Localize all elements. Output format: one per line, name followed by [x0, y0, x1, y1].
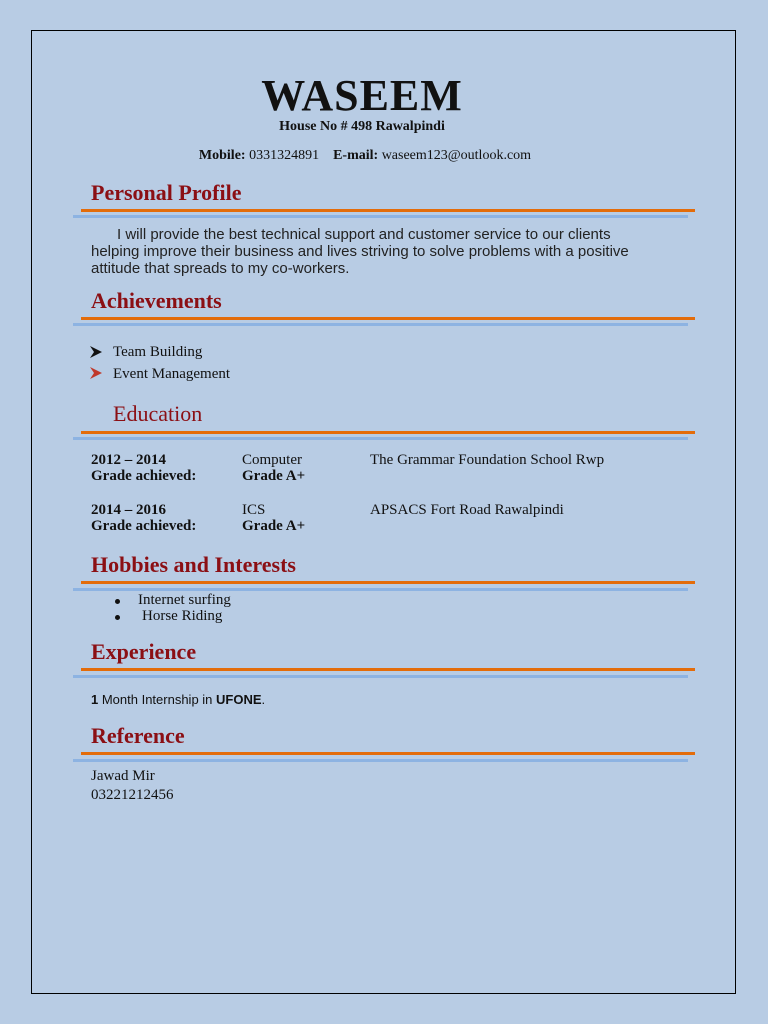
- section-rule: [81, 431, 695, 434]
- bullet-dot-icon: [115, 615, 120, 620]
- section-rule-secondary: [73, 675, 688, 678]
- education-heading: Education: [113, 401, 203, 426]
- profile-heading: Personal Profile: [91, 180, 242, 205]
- reference-heading: Reference: [91, 723, 185, 748]
- experience-text: 1 Month Internship in UFONE.: [91, 692, 266, 707]
- list-item: Horse Riding: [142, 608, 223, 624]
- section-rule-secondary: [73, 588, 688, 591]
- mobile-label: Mobile:: [198, 148, 246, 163]
- experience-heading: Experience: [91, 639, 197, 664]
- email-label: E-mail:: [333, 148, 379, 163]
- section-rule-secondary: [73, 759, 688, 762]
- section-rule: [81, 668, 695, 671]
- section-rule: [81, 317, 695, 320]
- email-address: waseem123@outlook.com: [381, 148, 532, 163]
- arrow-bullet-icon: [89, 345, 103, 359]
- section-rule-secondary: [73, 323, 688, 326]
- profile-text: I will provide the best technical support and customer service to our clients helping improve their business and lives striving to solve problems with a positive attitude that spreads to my co-workers.: [91, 226, 629, 277]
- candidate-name: WASEEM: [261, 71, 463, 120]
- achievements-heading: Achievements: [91, 288, 222, 313]
- list-item: Internet surfing: [138, 592, 231, 608]
- section-rule: [81, 752, 695, 755]
- section-rule-secondary: [73, 215, 688, 218]
- grade-label: Grade achieved:: [91, 518, 197, 534]
- education-subject: ICS: [242, 502, 266, 518]
- grade-label: Grade achieved:: [91, 468, 197, 484]
- section-rule-secondary: [73, 437, 688, 440]
- list-item: Event Management: [113, 366, 231, 382]
- bullet-dot-icon: [115, 599, 120, 604]
- section-rule: [81, 209, 695, 212]
- list-item: Team Building: [113, 344, 203, 360]
- education-institute: APSACS Fort Road Rawalpindi: [370, 502, 564, 518]
- arrow-bullet-icon: [89, 366, 103, 380]
- education-years: 2012 – 2014: [91, 452, 166, 468]
- hobbies-heading: Hobbies and Interests: [91, 552, 296, 577]
- section-rule: [81, 581, 695, 584]
- address: House No # 498 Rawalpindi: [279, 119, 445, 134]
- mobile-number: 0331324891: [249, 148, 320, 163]
- grade-value: Grade A+: [242, 518, 306, 534]
- grade-value: Grade A+: [242, 468, 306, 484]
- reference-phone: 03221212456: [91, 787, 174, 803]
- education-years: 2014 – 2016: [91, 502, 166, 518]
- education-subject: Computer: [242, 452, 302, 468]
- reference-name: Jawad Mir: [91, 768, 155, 784]
- education-institute: The Grammar Foundation School Rwp: [370, 452, 605, 468]
- contact-line: [0, 148, 730, 164]
